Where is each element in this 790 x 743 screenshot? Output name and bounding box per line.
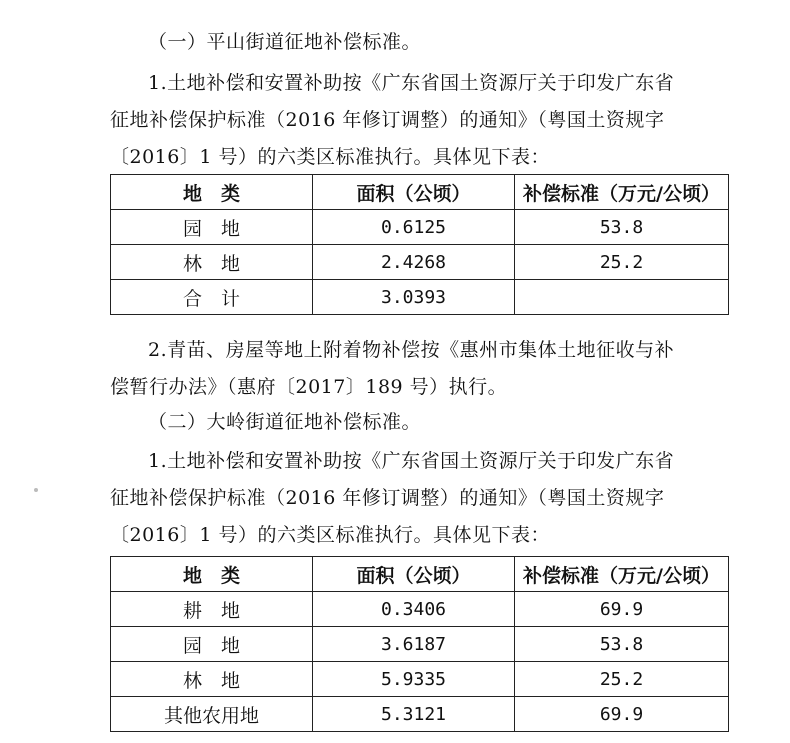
header-land-type: 地 类 bbox=[111, 175, 313, 210]
section1-heading: （一）平山街道征地补偿标准。 bbox=[148, 31, 422, 53]
cell-land-type: 林 地 bbox=[111, 245, 313, 280]
cell-compensation: 53.8 bbox=[515, 210, 729, 245]
section1-para1-line1: 1.土地补偿和安置补助按《广东省国土资源厅关于印发广东省 bbox=[148, 72, 675, 94]
table-row bbox=[111, 210, 729, 245]
cell-land-type: 合 计 bbox=[111, 280, 313, 315]
cell-land-type: 其他农用地 bbox=[111, 697, 313, 732]
section1-para2-line1: 2.青苗、房屋等地上附着物补偿按《惠州市集体土地征收与补 bbox=[148, 339, 675, 361]
table-header-row bbox=[111, 175, 729, 210]
cell-land-type: 林 地 bbox=[111, 662, 313, 697]
header-compensation: 补偿标准（万元/公顷） bbox=[515, 557, 729, 592]
header-area: 面积（公顷） bbox=[313, 175, 515, 210]
cell-compensation: 69.9 bbox=[515, 697, 729, 732]
table-row bbox=[111, 245, 729, 280]
cell-land-type: 园 地 bbox=[111, 627, 313, 662]
table-row-total bbox=[111, 280, 729, 315]
section1-table bbox=[110, 174, 729, 315]
section2-para1-line1: 1.土地补偿和安置补助按《广东省国土资源厅关于印发广东省 bbox=[148, 450, 675, 472]
cell-area: 3.6187 bbox=[313, 627, 515, 662]
section2-para1-line2: 征地补偿保护标准（2016 年修订调整）的通知》（粤国土资规字 bbox=[110, 487, 665, 509]
cell-compensation: 25.2 bbox=[515, 662, 729, 697]
cell-area: 5.9335 bbox=[313, 662, 515, 697]
table-row bbox=[111, 592, 729, 627]
cell-compensation: 69.9 bbox=[515, 592, 729, 627]
cell-land-type: 耕 地 bbox=[111, 592, 313, 627]
header-land-type: 地 类 bbox=[111, 557, 313, 592]
section2-heading: （二）大岭街道征地补偿标准。 bbox=[148, 411, 422, 433]
scan-speck bbox=[34, 488, 38, 492]
cell-area: 5.3121 bbox=[313, 697, 515, 732]
cell-compensation: 25.2 bbox=[515, 245, 729, 280]
header-compensation: 补偿标准（万元/公顷） bbox=[515, 175, 729, 210]
section2-table bbox=[110, 556, 729, 732]
cell-area: 0.6125 bbox=[313, 210, 515, 245]
cell-area: 2.4268 bbox=[313, 245, 515, 280]
section1-para1-line3: 〔2016〕1 号）的六类区标准执行。具体见下表： bbox=[110, 146, 550, 168]
cell-land-type: 园 地 bbox=[111, 210, 313, 245]
table-row bbox=[111, 697, 729, 732]
cell-compensation bbox=[515, 280, 729, 315]
section2-para1-line3: 〔2016〕1 号）的六类区标准执行。具体见下表： bbox=[110, 524, 550, 546]
cell-compensation: 53.8 bbox=[515, 627, 729, 662]
cell-area: 3.0393 bbox=[313, 280, 515, 315]
table-header-row bbox=[111, 557, 729, 592]
table-row bbox=[111, 662, 729, 697]
table-row bbox=[111, 627, 729, 662]
cell-area: 0.3406 bbox=[313, 592, 515, 627]
header-area: 面积（公顷） bbox=[313, 557, 515, 592]
section1-para2-line2: 偿暂行办法》（惠府〔2017〕189 号）执行。 bbox=[110, 376, 508, 398]
section1-para1-line2: 征地补偿保护标准（2016 年修订调整）的通知》（粤国土资规字 bbox=[110, 109, 665, 131]
